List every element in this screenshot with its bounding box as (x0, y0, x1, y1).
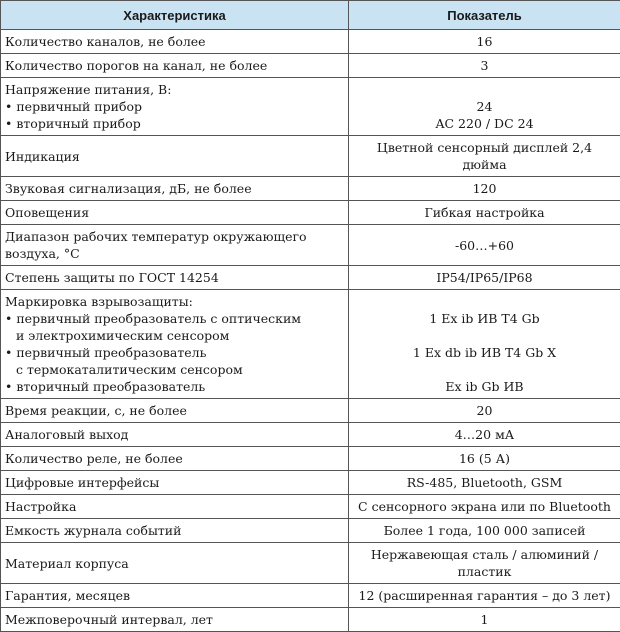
row-key-line: • первичный прибор (5, 98, 344, 115)
row-value: 1 (349, 608, 620, 632)
table-row (1, 266, 620, 290)
row-value: Нержавеющая сталь / алюминий / пластик (349, 543, 620, 584)
row-value: 12 (расширенная гарантия – до 3 лет) (349, 584, 620, 608)
table-row (1, 495, 620, 519)
row-value: С сенсорного экрана или по Bluetooth (349, 495, 620, 519)
row-key: Настройка (1, 495, 349, 519)
row-value: 120 (349, 177, 620, 201)
row-value (349, 290, 620, 399)
row-value (349, 78, 620, 136)
row-value: 4…20 мА (349, 423, 620, 447)
row-key-line: и электрохимическим сенсором (5, 327, 344, 344)
table-row (1, 543, 620, 584)
table-row (1, 447, 620, 471)
table-row (1, 54, 620, 78)
row-value: IP54/IP65/IP68 (349, 266, 620, 290)
row-value-line: Ex ib Gb ИВ (353, 378, 616, 395)
table-row (1, 136, 620, 177)
row-key: Количество каналов, не более (1, 30, 349, 54)
row-key: Оповещения (1, 201, 349, 225)
table-row (1, 584, 620, 608)
row-key-line: • первичный преобразователь (5, 344, 344, 361)
row-key: Материал корпуса (1, 543, 349, 584)
row-value: Более 1 года, 100 000 записей (349, 519, 620, 543)
header-value: Показатель (349, 1, 620, 30)
table-row (1, 471, 620, 495)
row-key: Время реакции, с, не более (1, 399, 349, 423)
row-key: Цифровые интерфейсы (1, 471, 349, 495)
row-key: Диапазон рабочих температур окружающего воздуха, °С (1, 225, 349, 266)
row-key-line: • вторичный преобразователь (5, 378, 344, 395)
row-key: Количество порогов на канал, не более (1, 54, 349, 78)
row-value: RS-485, Bluetooth, GSM (349, 471, 620, 495)
table-row (1, 78, 620, 136)
row-value: 16 (349, 30, 620, 54)
table-row (1, 30, 620, 54)
row-key: Аналоговый выход (1, 423, 349, 447)
header-characteristic: Характеристика (1, 1, 349, 30)
row-key: Индикация (1, 136, 349, 177)
row-value: 16 (5 А) (349, 447, 620, 471)
row-key: Гарантия, месяцев (1, 584, 349, 608)
row-key (1, 290, 349, 399)
row-key: Звуковая сигнализация, дБ, не более (1, 177, 349, 201)
table-row (1, 519, 620, 543)
row-key: Степень защиты по ГОСТ 14254 (1, 266, 349, 290)
row-key-line: Маркировка взрывозащиты: (5, 293, 344, 310)
row-key (1, 78, 349, 136)
row-key-line: • первичный преобразователь с оптическим (5, 310, 344, 327)
row-key-line: с термокаталитическим сенсором (5, 361, 344, 378)
row-value: 3 (349, 54, 620, 78)
table-row (1, 177, 620, 201)
row-value-line: 1 Ex ib ИВ T4 Gb (353, 310, 616, 327)
table-row (1, 399, 620, 423)
row-key: Емкость журнала событий (1, 519, 349, 543)
row-key: Межповерочный интервал, лет (1, 608, 349, 632)
row-value: -60…+60 (349, 225, 620, 266)
row-key: Количество реле, не более (1, 447, 349, 471)
table-row (1, 423, 620, 447)
row-value: Гибкая настройка (349, 201, 620, 225)
table-row (1, 608, 620, 632)
row-value-line: 1 Ex db ib ИВ T4 Gb X (353, 344, 616, 361)
table-row (1, 201, 620, 225)
row-value-line: AC 220 / DC 24 (353, 115, 616, 132)
row-key-line: Напряжение питания, В: (5, 81, 344, 98)
row-value: 20 (349, 399, 620, 423)
row-value-line: 24 (353, 98, 616, 115)
table-row (1, 225, 620, 266)
table-row (1, 290, 620, 399)
row-key-line: • вторичный прибор (5, 115, 344, 132)
row-value: Цветной сенсорный дисплей 2,4 дюйма (349, 136, 620, 177)
table-header-row (1, 1, 620, 30)
